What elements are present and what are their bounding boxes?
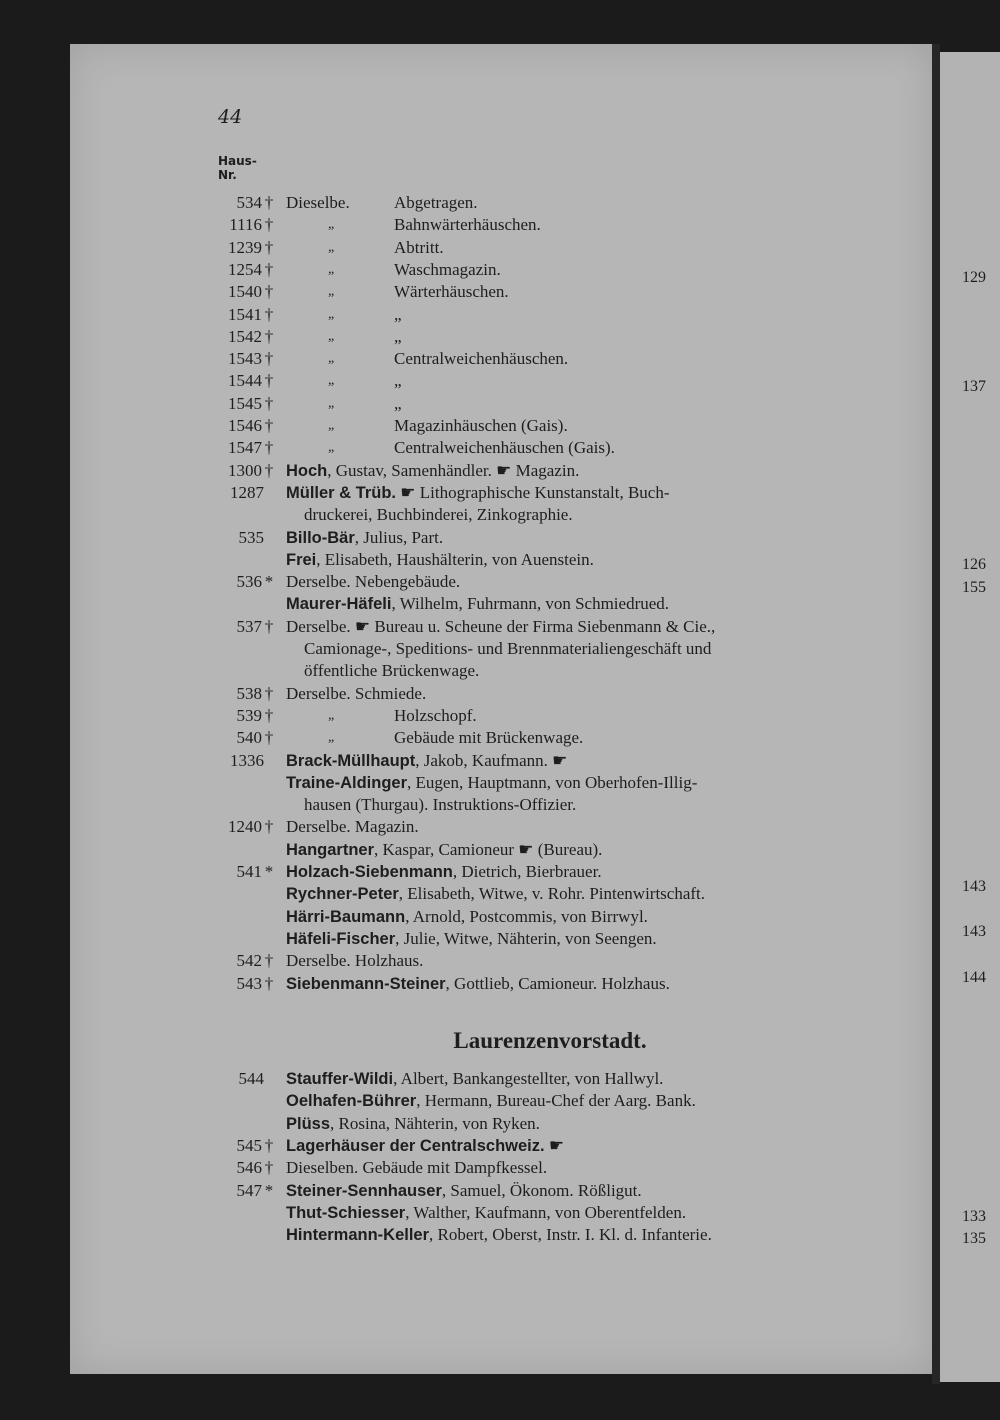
entry-description: Abgetragen. xyxy=(394,193,478,212)
entry-name: Derselbe. xyxy=(286,683,351,703)
entry-description: Centralweichenhäuschen (Gais). xyxy=(394,438,615,458)
entry-name: Steiner-Sennhauser xyxy=(286,1181,442,1200)
entry-row xyxy=(70,393,930,415)
entry-text xyxy=(286,1157,547,1179)
entry-continuation xyxy=(70,794,930,816)
page-number: 44 xyxy=(218,106,243,128)
entry-text xyxy=(286,1113,540,1135)
entry-details: , Kaspar, Camioneur ☛ (Bureau). xyxy=(374,839,603,859)
entry-name: Brack-Müllhaupt xyxy=(286,751,416,770)
ditto-mark: „ xyxy=(328,284,335,300)
entry-text xyxy=(286,1202,686,1224)
facing-page-number: 129 xyxy=(962,269,986,286)
entry-row xyxy=(70,839,930,861)
house-number: 542 xyxy=(236,951,262,971)
facing-page-number: 155 xyxy=(962,579,986,596)
entry-mark: † xyxy=(264,973,274,993)
house-number: 1542 xyxy=(228,326,262,346)
entry-description: Holzschopf. xyxy=(394,705,477,725)
house-number: 546 xyxy=(236,1158,262,1178)
house-number: 1546 xyxy=(228,416,262,435)
entry-mark: * xyxy=(264,572,274,592)
house-number: 1543 xyxy=(228,349,262,369)
entry-name: Dieselbe. xyxy=(286,193,350,212)
entry-text xyxy=(286,750,567,772)
entry-text xyxy=(286,683,426,705)
facing-page-number: 133 xyxy=(962,1208,986,1225)
entry-mark: † xyxy=(264,215,274,235)
entry-row xyxy=(70,348,930,370)
entry-mark: † xyxy=(264,371,274,391)
entry-text xyxy=(286,906,648,928)
facing-page-number: 143 xyxy=(962,878,986,895)
entry-mark: † xyxy=(264,282,274,302)
ditto-mark: „ xyxy=(328,261,335,277)
entry-name: Oelhafen-Bührer xyxy=(286,1092,417,1111)
entry-text xyxy=(286,549,594,571)
entry-mark: † xyxy=(264,393,274,413)
entry-text xyxy=(286,1135,564,1157)
entry-description: „ xyxy=(394,326,402,346)
entry-row xyxy=(70,861,930,883)
entry-name: Billo-Bär xyxy=(286,528,355,547)
entry-row xyxy=(70,950,930,972)
entry-details: , Gustav, Samenhändler. ☛ Magazin. xyxy=(327,460,580,480)
entry-name: Dieselben. xyxy=(286,1158,359,1178)
entry-name: Derselbe. xyxy=(286,616,351,636)
ditto-mark: „ xyxy=(328,351,335,367)
entry-name: Siebenmann-Steiner xyxy=(286,974,446,993)
entry-details: , Arnold, Postcommis, von Birrwyl. xyxy=(405,906,648,926)
house-number: 1116 xyxy=(229,215,262,235)
entry-mark: † xyxy=(264,326,274,346)
ditto-mark: „ xyxy=(328,239,335,255)
entry-text xyxy=(286,839,602,861)
entry-row xyxy=(70,883,930,905)
ditto-mark: „ xyxy=(328,373,335,389)
entry-continuation xyxy=(70,638,930,660)
entry-text xyxy=(286,928,657,950)
entry-row xyxy=(70,304,930,326)
entry-details: , Robert, Oberst, Instr. I. Kl. d. Infanterie. xyxy=(429,1225,712,1245)
entry-row xyxy=(70,683,930,705)
entry-description: Bahnwärterhäuschen. xyxy=(394,215,541,235)
house-number: 1254 xyxy=(228,259,262,279)
house-number: 537 xyxy=(236,616,262,636)
entry-name: Häfeli-Fischer xyxy=(286,929,396,948)
entry-row xyxy=(70,1202,930,1224)
entry-mark: † xyxy=(264,438,274,458)
house-number: 1541 xyxy=(228,304,262,324)
entry-details: , Rosina, Nähterin, von Ryken. xyxy=(330,1113,540,1133)
entry-text xyxy=(286,460,579,482)
house-number: 1545 xyxy=(228,393,262,413)
entry-description: „ xyxy=(394,393,402,413)
entry-description: „ xyxy=(394,371,402,391)
house-number: 547 xyxy=(236,1180,262,1200)
entry-row xyxy=(70,370,930,392)
entry-mark: * xyxy=(264,862,274,881)
entry-name: Maurer-Häfeli xyxy=(286,595,392,614)
entry-details: , Albert, Bankangestellter, von Hallwyl. xyxy=(393,1069,664,1088)
entry-mark: † xyxy=(264,1158,274,1178)
entry-text xyxy=(286,1224,712,1246)
entry-description: Centralweichenhäuschen. xyxy=(394,349,569,369)
entry-row xyxy=(70,816,930,838)
entry-continuation-text: Camionage-, Speditions- und Brennmaterialiengeschäft und xyxy=(304,639,712,658)
entry-row xyxy=(70,192,930,214)
entry-continuation-text: hausen (Thurgau). Instruktions-Offizier. xyxy=(304,795,577,815)
entry-row xyxy=(70,281,930,303)
entry-name: Traine-Aldinger xyxy=(286,773,408,792)
entry-details: , Julius, Part. xyxy=(354,527,444,547)
house-number: 539 xyxy=(236,705,262,725)
entry-mark: † xyxy=(264,416,274,435)
entry-continuation xyxy=(70,504,930,526)
entry-text xyxy=(286,616,715,638)
entry-name: Derselbe. xyxy=(286,951,351,971)
facing-page-number: 126 xyxy=(962,556,986,573)
house-number: 540 xyxy=(236,728,262,748)
house-number: 1240 xyxy=(228,817,262,837)
ditto-mark: „ xyxy=(328,217,335,233)
entry-name: Holzach-Siebenmann xyxy=(286,863,453,881)
entry-row xyxy=(70,460,930,482)
entry-mark: † xyxy=(264,728,274,748)
facing-page-number: 144 xyxy=(962,969,986,986)
entry-row xyxy=(70,750,930,772)
entry-text xyxy=(286,482,670,504)
entry-row xyxy=(70,549,930,571)
entry-name: Frei xyxy=(286,550,317,569)
entry-details: , Julie, Witwe, Nähterin, von Seengen. xyxy=(395,928,657,948)
entry-continuation-text: öffentliche Brückenwage. xyxy=(304,661,480,681)
entry-row xyxy=(70,1135,930,1157)
entry-row xyxy=(70,906,930,928)
entry-row xyxy=(70,482,930,504)
house-number: 1336 xyxy=(230,750,264,770)
house-number: 1287 xyxy=(230,482,264,502)
entry-text xyxy=(286,593,669,615)
house-number: 1239 xyxy=(228,237,262,257)
entry-text xyxy=(286,527,443,549)
entry-continuation-text: druckerei, Buchbinderei, Zinkographie. xyxy=(304,505,573,525)
entry-row xyxy=(70,571,930,593)
entry-row xyxy=(70,928,930,950)
entry-mark: † xyxy=(264,237,274,257)
entry-text xyxy=(286,1068,663,1090)
ditto-mark: „ xyxy=(328,306,335,322)
house-number: 1544 xyxy=(228,371,262,391)
entry-mark: † xyxy=(264,259,274,279)
ditto-mark: „ xyxy=(328,440,335,456)
entry-description: Gebäude mit Brückenwage. xyxy=(394,728,584,748)
entry-details: , Samuel, Ökonom. Rößligut. xyxy=(441,1180,642,1200)
entry-mark: † xyxy=(264,349,274,369)
entry-text xyxy=(286,816,419,838)
entry-details: Nebengebäude. xyxy=(350,572,461,592)
house-number: 545 xyxy=(236,1135,262,1155)
entry-details: , Jakob, Kaufmann. ☛ xyxy=(415,750,568,770)
entry-details: , Wilhelm, Fuhrmann, von Schmiedrued. xyxy=(391,594,670,614)
entry-details: , Gottlieb, Camioneur. Holzhaus. xyxy=(445,973,670,993)
entry-name: Rychner-Peter xyxy=(286,885,399,904)
entry-row xyxy=(70,214,930,236)
ditto-mark: „ xyxy=(328,395,335,411)
book-spine xyxy=(932,44,940,1384)
entry-name: Hangartner xyxy=(286,840,375,859)
section-title: Laurenzenvorstadt. xyxy=(453,1028,647,1053)
entry-description: Abtritt. xyxy=(394,237,444,257)
entry-details: , Eugen, Hauptmann, von Oberhofen-Illig- xyxy=(407,772,698,792)
facing-page xyxy=(940,52,1000,1382)
entry-mark: † xyxy=(264,951,274,971)
entry-details: , Dietrich, Bierbrauer. xyxy=(452,862,602,881)
entry-row xyxy=(70,1180,930,1202)
entry-details: Schmiede. xyxy=(350,683,427,703)
entry-details: Magazin. xyxy=(350,817,419,837)
entry-name: Stauffer-Wildi xyxy=(286,1070,394,1088)
entry-text xyxy=(286,1090,696,1112)
entry-row xyxy=(70,1157,930,1179)
entry-text xyxy=(286,772,697,794)
entry-row xyxy=(70,237,930,259)
entry-row xyxy=(70,973,930,995)
entry-details: , Elisabeth, Haushälterin, von Auenstein. xyxy=(316,549,594,569)
entry-name: Derselbe. xyxy=(286,817,351,837)
entry-details: Gebäude mit Dampfkessel. xyxy=(358,1158,548,1178)
house-number: 534 xyxy=(236,193,262,212)
entry-name: Plüss xyxy=(286,1114,331,1133)
entry-name: Lagerhäuser der Centralschweiz. xyxy=(286,1136,545,1155)
entry-mark: † xyxy=(264,1135,274,1155)
facing-page-number: 143 xyxy=(962,923,986,940)
entry-description: Wärterhäuschen. xyxy=(394,282,509,302)
entry-details: , Walther, Kaufmann, von Oberentfelden. xyxy=(405,1202,687,1222)
house-number: 544 xyxy=(238,1069,264,1088)
entry-row xyxy=(70,1090,930,1112)
entry-row xyxy=(70,727,930,749)
entry-details: , Elisabeth, Witwe, v. Rohr. Pintenwirtschaft. xyxy=(398,884,706,904)
entry-text xyxy=(286,192,350,214)
entry-name: Hoch xyxy=(286,461,328,480)
entry-details: , Hermann, Bureau-Chef der Aarg. Bank. xyxy=(416,1091,696,1111)
entry-name: Thut-Schiesser xyxy=(286,1203,406,1222)
entry-row xyxy=(70,1068,930,1090)
house-number: 536 xyxy=(236,572,262,592)
entry-row xyxy=(70,616,930,638)
entry-mark: † xyxy=(264,304,274,324)
entry-mark: † xyxy=(264,683,274,703)
entry-row xyxy=(70,772,930,794)
entry-row xyxy=(70,326,930,348)
entry-mark: † xyxy=(264,616,274,636)
house-number: 541 xyxy=(236,862,262,881)
entry-description: Waschmagazin. xyxy=(394,259,501,279)
facing-page-number: 137 xyxy=(962,378,986,395)
entry-description: „ xyxy=(394,304,402,324)
entry-text xyxy=(286,883,705,905)
entry-description: Magazinhäuschen (Gais). xyxy=(394,416,568,435)
ditto-mark: „ xyxy=(328,418,335,433)
ditto-mark: „ xyxy=(328,328,335,344)
ditto-mark: „ xyxy=(328,730,335,746)
column-header: Haus- Nr. xyxy=(218,154,257,182)
entry-row xyxy=(70,259,930,281)
entry-details: ☛ Bureau u. Scheune der Firma Siebenmann & Cie., xyxy=(350,616,716,636)
entry-name: Hintermann-Keller xyxy=(286,1226,430,1245)
entry-details: Holzhaus. xyxy=(350,951,424,971)
entry-details: ☛ Lithographische Kunstanstalt, Buch- xyxy=(396,482,670,502)
house-number: 1547 xyxy=(228,438,262,458)
entry-row xyxy=(70,437,930,459)
entry-text xyxy=(286,1180,642,1202)
entry-mark: † xyxy=(264,193,274,212)
entry-name: Derselbe. xyxy=(286,572,351,592)
entry-continuation xyxy=(70,660,930,682)
entry-name: Härri-Baumann xyxy=(286,907,406,926)
entry-row xyxy=(70,705,930,727)
entry-mark: † xyxy=(264,460,274,480)
entry-details: ☛ xyxy=(544,1135,565,1155)
document-page xyxy=(70,44,932,1374)
house-number: 538 xyxy=(236,683,262,703)
house-number: 535 xyxy=(238,527,264,547)
house-number: 1540 xyxy=(228,282,262,302)
entry-row xyxy=(70,1113,930,1135)
house-number: 543 xyxy=(236,973,262,993)
entry-text xyxy=(286,973,670,995)
entry-mark: † xyxy=(264,817,274,837)
entry-text xyxy=(286,950,423,972)
entry-row xyxy=(70,593,930,615)
facing-page-number: 135 xyxy=(962,1230,986,1247)
entry-text xyxy=(286,571,460,593)
entry-row xyxy=(70,415,930,437)
entry-mark: † xyxy=(264,705,274,725)
house-number: 1300 xyxy=(228,460,262,480)
entry-mark: * xyxy=(264,1180,274,1200)
entry-text xyxy=(286,861,602,883)
entry-row xyxy=(70,1224,930,1246)
entry-name: Müller & Trüb. xyxy=(286,483,397,502)
entry-row xyxy=(70,527,930,549)
ditto-mark: „ xyxy=(328,707,335,723)
